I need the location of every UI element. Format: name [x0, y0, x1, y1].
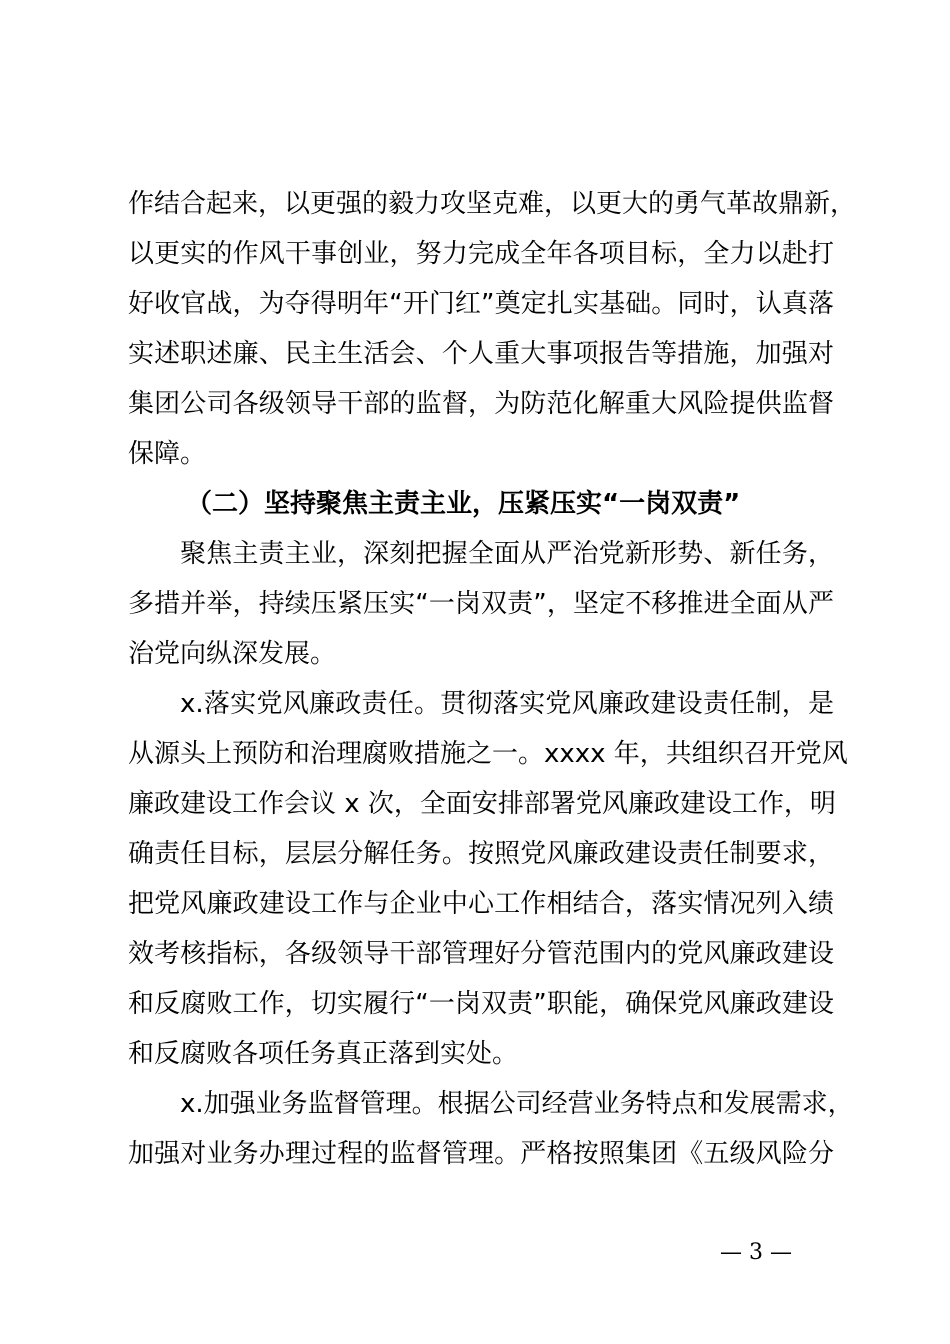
- paragraph-line: 把党风廉政建设工作与企业中心工作相结合，落实情况列入绩: [128, 889, 834, 919]
- paragraph-line: 多措并举，持续压紧压实“一岗双责”，坚定不移推进全面从严: [128, 589, 834, 619]
- section-heading: （二）坚持聚焦主责主业，压紧压实“一岗双责”: [186, 489, 741, 519]
- paragraph-line: 集团公司各级领导干部的监督，为防范化解重大风险提供监督: [128, 389, 834, 419]
- paragraph-line: 廉政建设工作会议 x 次，全面安排部署党风廉政建设工作，明: [128, 789, 836, 819]
- page-number: — 3 —: [720, 1240, 792, 1265]
- paragraph-line: 和反腐败工作，切实履行“一岗双责”职能，确保党风廉政建设: [128, 989, 834, 1019]
- paragraph-line: 加强对业务办理过程的监督管理。严格按照集团《五级风险分: [128, 1139, 834, 1169]
- paragraph-line: 实述职述廉、民主生活会、个人重大事项报告等措施，加强对: [128, 339, 834, 369]
- paragraph-line: 保障。: [128, 439, 207, 469]
- paragraph-line: 聚焦主责主业，深刻把握全面从严治党新形势、新任务，: [180, 539, 834, 569]
- paragraph-line: x.加强业务监督管理。根据公司经营业务特点和发展需求，: [180, 1089, 854, 1119]
- paragraph-line: 以更实的作风干事创业，努力完成全年各项目标，全力以赴打: [128, 239, 834, 269]
- paragraph-line: 确责任目标，层层分解任务。按照党风廉政建设责任制要求，: [128, 839, 834, 869]
- paragraph-line: x.落实党风廉政责任。贯彻落实党风廉政建设责任制，是: [180, 689, 834, 719]
- document-body: [128, 179, 857, 1179]
- paragraph-line: 好收官战，为夺得明年“开门红”奠定扎实基础。同时，认真落: [128, 289, 834, 319]
- paragraph-line: 和反腐败各项任务真正落到实处。: [128, 1039, 519, 1069]
- paragraph-line: 作结合起来，以更强的毅力攻坚克难，以更大的勇气革故鼎新，: [128, 189, 857, 219]
- paragraph-line: 效考核指标，各级领导干部管理好分管范围内的党风廉政建设: [128, 939, 834, 969]
- paragraph-line: 从源头上预防和治理腐败措施之一。xxxx 年，共组织召开党风: [128, 739, 848, 769]
- paragraph-line: 治党向纵深发展。: [128, 639, 337, 669]
